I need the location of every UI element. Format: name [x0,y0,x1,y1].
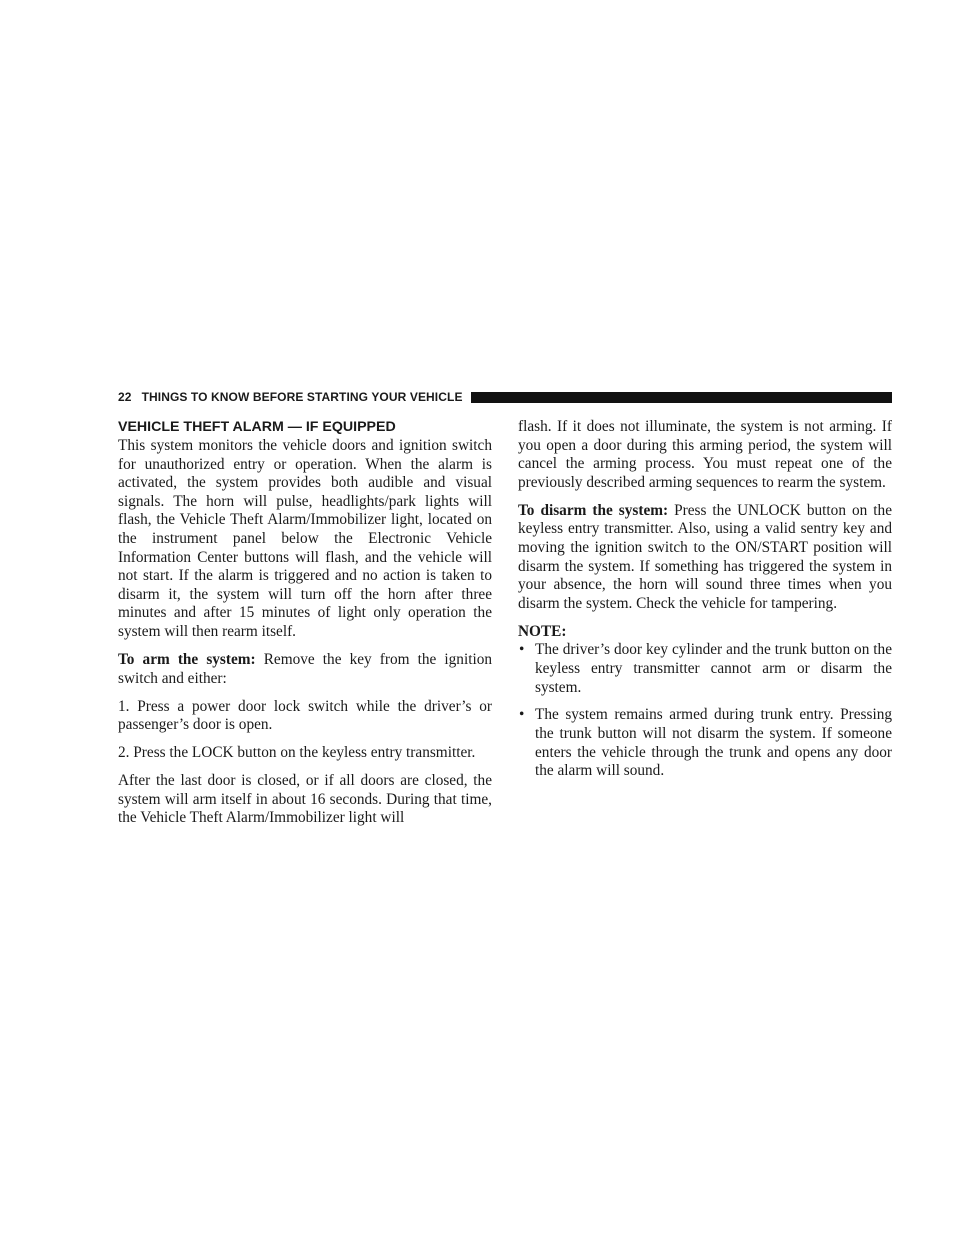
after-paragraph: After the last door is closed, or if all doors are closed, the system will arm itself in about 16 seconds. During that time, the Vehicle Theft Alarm/Immobilizer light will [118,772,492,827]
page-number: 22 [118,390,132,404]
list-item [518,641,892,697]
list-item [518,706,892,780]
continuation-paragraph: flash. If it does not illuminate, the system is not arming. If you open a door during this arming period, the system will cancel the arming process. You must repeat one of the previously described arming sequences to rearm the system. [518,418,892,491]
intro-paragraph: This system monitors the vehicle doors and ignition switch for unauthorized entry or operation. When the alarm is activated, the system provides both audible and visual signals. The horn will pulse, headlights/park lights will flash, the Vehicle Theft Alarm/Immobilizer light, located on the instrument panel below the Electronic Vehicle Information Center buttons will flash, and the vehicle will not start. If the alarm is triggered and no action is taken to disarm it, the system will turn off the horn after three minutes and after 15 minutes of light only operation the system will then rearm itself. [118,437,492,640]
note-label: NOTE: [518,622,567,640]
left-column [118,418,492,837]
bullet-icon: • [519,641,525,659]
bullet-icon: • [519,706,525,724]
section-heading: VEHICLE THEFT ALARM — IF EQUIPPED [118,419,396,435]
disarm-paragraph [518,502,892,614]
list-item-text: The driver’s door key cylinder and the trunk button on the keyless entry transmitter cannot arm or disarm the system. [535,641,892,696]
arm-step-2: 2. Press the LOCK button on the keyless entry transmitter. [118,744,476,762]
chapter-title: THINGS TO KNOW BEFORE STARTING YOUR VEHICLE [141,390,463,404]
note-list [518,641,892,781]
arm-text: Remove the key from the ignition switch and either: [118,650,492,687]
arm-paragraph [118,651,492,688]
arm-lead: To arm the system: [118,650,256,668]
list-item-text: The system remains armed during trunk entry. Pressing the trunk button will not disarm the system. If someone enters the vehicle through the trunk and opens any door the alarm will sound. [535,706,892,780]
page-header [118,389,892,405]
header-rule [471,392,892,403]
disarm-text: Press the UNLOCK button on the keyless entry transmitter. Also, using a valid sentry key and moving the ignition switch to the ON/START position will disarm the system. If something has triggered the system in your absence, the horn will sound three times when you disarm the system. Check the vehicle for tampering. [518,501,892,612]
disarm-lead: To disarm the system: [518,501,669,519]
arm-step-1: 1. Press a power door lock switch while the driver’s or passenger’s door is open. [118,697,492,734]
right-column [518,418,892,790]
